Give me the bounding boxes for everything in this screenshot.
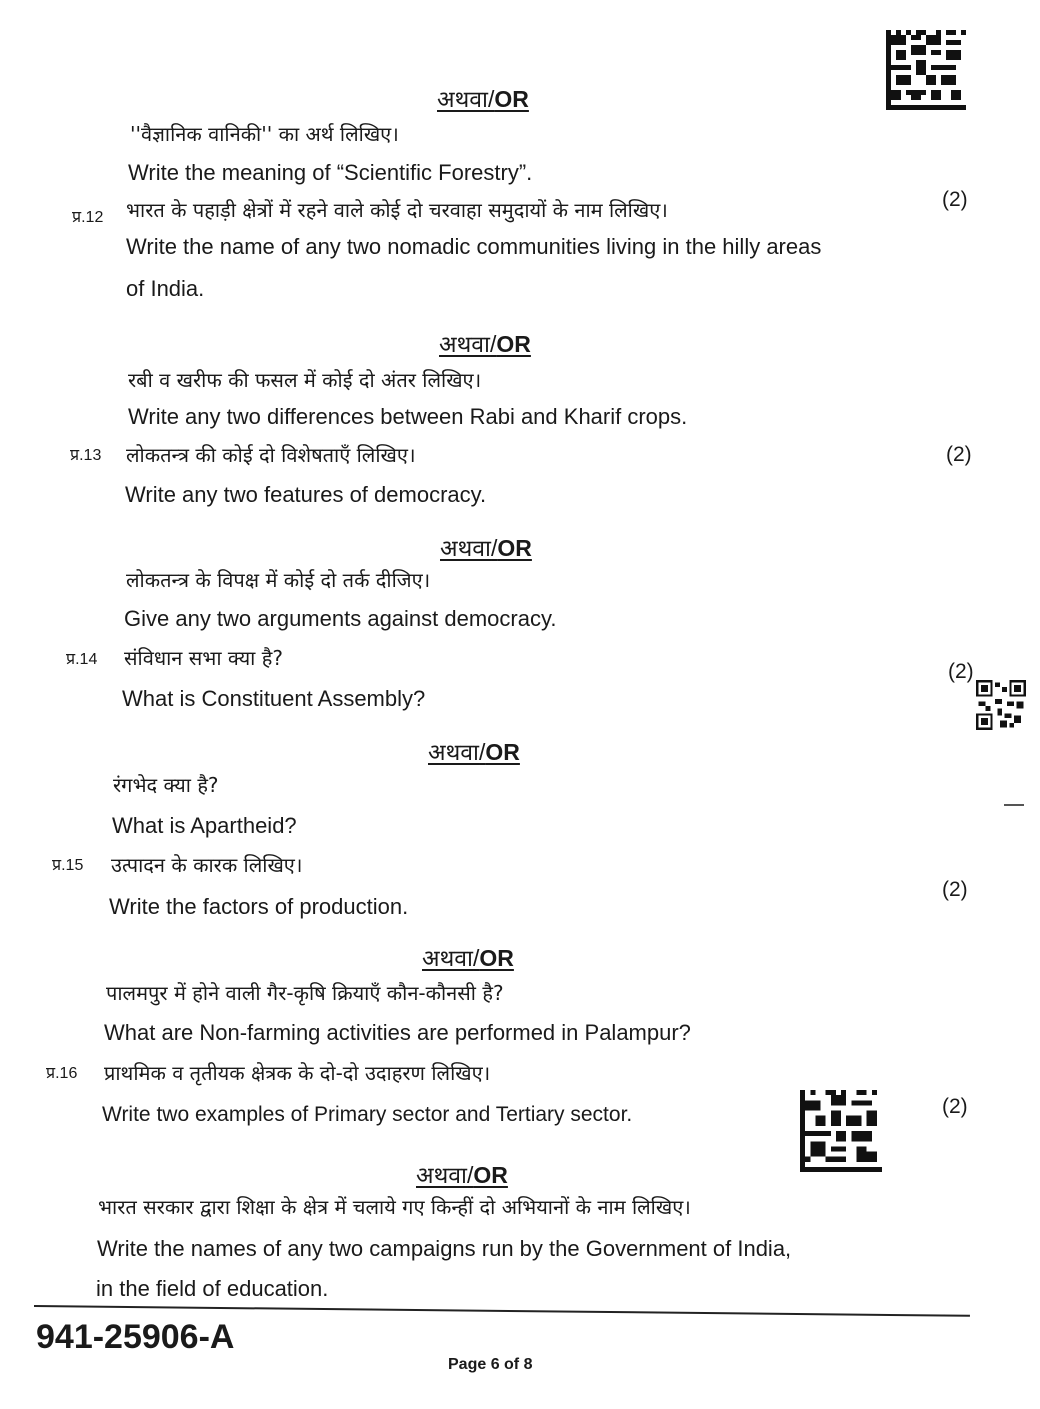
marks: (2) — [948, 660, 974, 683]
or-heading: अथवा/OR — [437, 86, 529, 112]
marks: (2) — [942, 1095, 968, 1118]
question-number: प्र.14 — [66, 651, 98, 668]
question-text-english: What is Apartheid? — [112, 813, 297, 838]
question-text-hindi: लोकतन्त्र की कोई दो विशेषताएँ लिखिए। — [126, 443, 416, 467]
question-number: प्र.16 — [46, 1065, 78, 1082]
question-text-english: of India. — [126, 276, 205, 301]
footer-rule — [34, 1305, 970, 1317]
question-number: प्र.13 — [70, 447, 102, 464]
or-heading: अथवा/OR — [416, 1162, 508, 1188]
or-heading: अथवा/OR — [422, 945, 514, 971]
question-text-hindi: रंगभेद क्या है? — [113, 773, 219, 797]
or-heading: अथवा/OR — [440, 535, 532, 561]
paper-code: 941-25906-A — [36, 1318, 235, 1356]
question-text-english: Write the factors of production. — [109, 894, 409, 919]
question-text-english: Give any two arguments against democracy. — [124, 606, 557, 631]
question-text-hindi: प्राथमिक व तृतीयक क्षेत्रक के दो-दो उदाहरण लिखिए। — [104, 1061, 491, 1085]
marks: (2) — [942, 878, 968, 901]
question-text-hindi: ''वैज्ञानिक वानिकी'' का अर्थ लिखिए। — [130, 122, 399, 146]
margin-mark — [1004, 804, 1024, 806]
question-text-english: Write any two differences between Rabi and Kharif crops. — [128, 404, 688, 429]
question-text-hindi: रबी व खरीफ की फसल में कोई दो अंतर लिखिए। — [128, 368, 482, 392]
question-text-english: Write the name of any two nomadic communities living in the hilly areas — [126, 234, 822, 259]
question-text-hindi: संविधान सभा क्या है? — [124, 646, 283, 670]
question-number: प्र.15 — [52, 857, 84, 874]
question-text-hindi: पालमपुर में होने वाली गैर-कृषि क्रियाएँ कौन-कौनसी है? — [106, 981, 504, 1005]
question-text-english: Write the meaning of “Scientific Forestry”. — [128, 160, 533, 185]
question-text-hindi: उत्पादन के कारक लिखिए। — [111, 853, 303, 877]
page-number: Page 6 of 8 — [448, 1356, 533, 1373]
question-number: प्र.12 — [72, 209, 104, 226]
question-text-hindi: भारत सरकार द्वारा शिक्षा के क्षेत्र में चलाये गए किन्हीं दो अभियानों के नाम लिखिए। — [98, 1195, 691, 1219]
question-text-english: in the field of education. — [96, 1276, 329, 1301]
marks: (2) — [946, 443, 972, 466]
datamatrix-code-top — [886, 30, 966, 110]
or-heading: अथवा/OR — [428, 739, 520, 765]
question-text-hindi: लोकतन्त्र के विपक्ष में कोई दो तर्क दीजिए। — [126, 568, 431, 592]
question-text-english: What is Constituent Assembly? — [122, 686, 426, 711]
datamatrix-code-bottom — [800, 1090, 882, 1172]
marks: (2) — [942, 188, 968, 211]
question-text-english: Write the names of any two campaigns run by the Government of India, — [97, 1236, 792, 1261]
question-text-english: What are Non-farming activities are performed in Palampur? — [104, 1020, 691, 1045]
or-heading: अथवा/OR — [439, 331, 531, 357]
question-text-hindi: भारत के पहाड़ी क्षेत्रों में रहने वाले कोई दो चरवाहा समुदायों के नाम लिखिए। — [126, 198, 668, 222]
qr-code — [976, 680, 1026, 730]
question-text-english: Write any two features of democracy. — [125, 482, 487, 507]
question-text-english: Write two examples of Primary sector and Tertiary sector. — [102, 1103, 633, 1126]
